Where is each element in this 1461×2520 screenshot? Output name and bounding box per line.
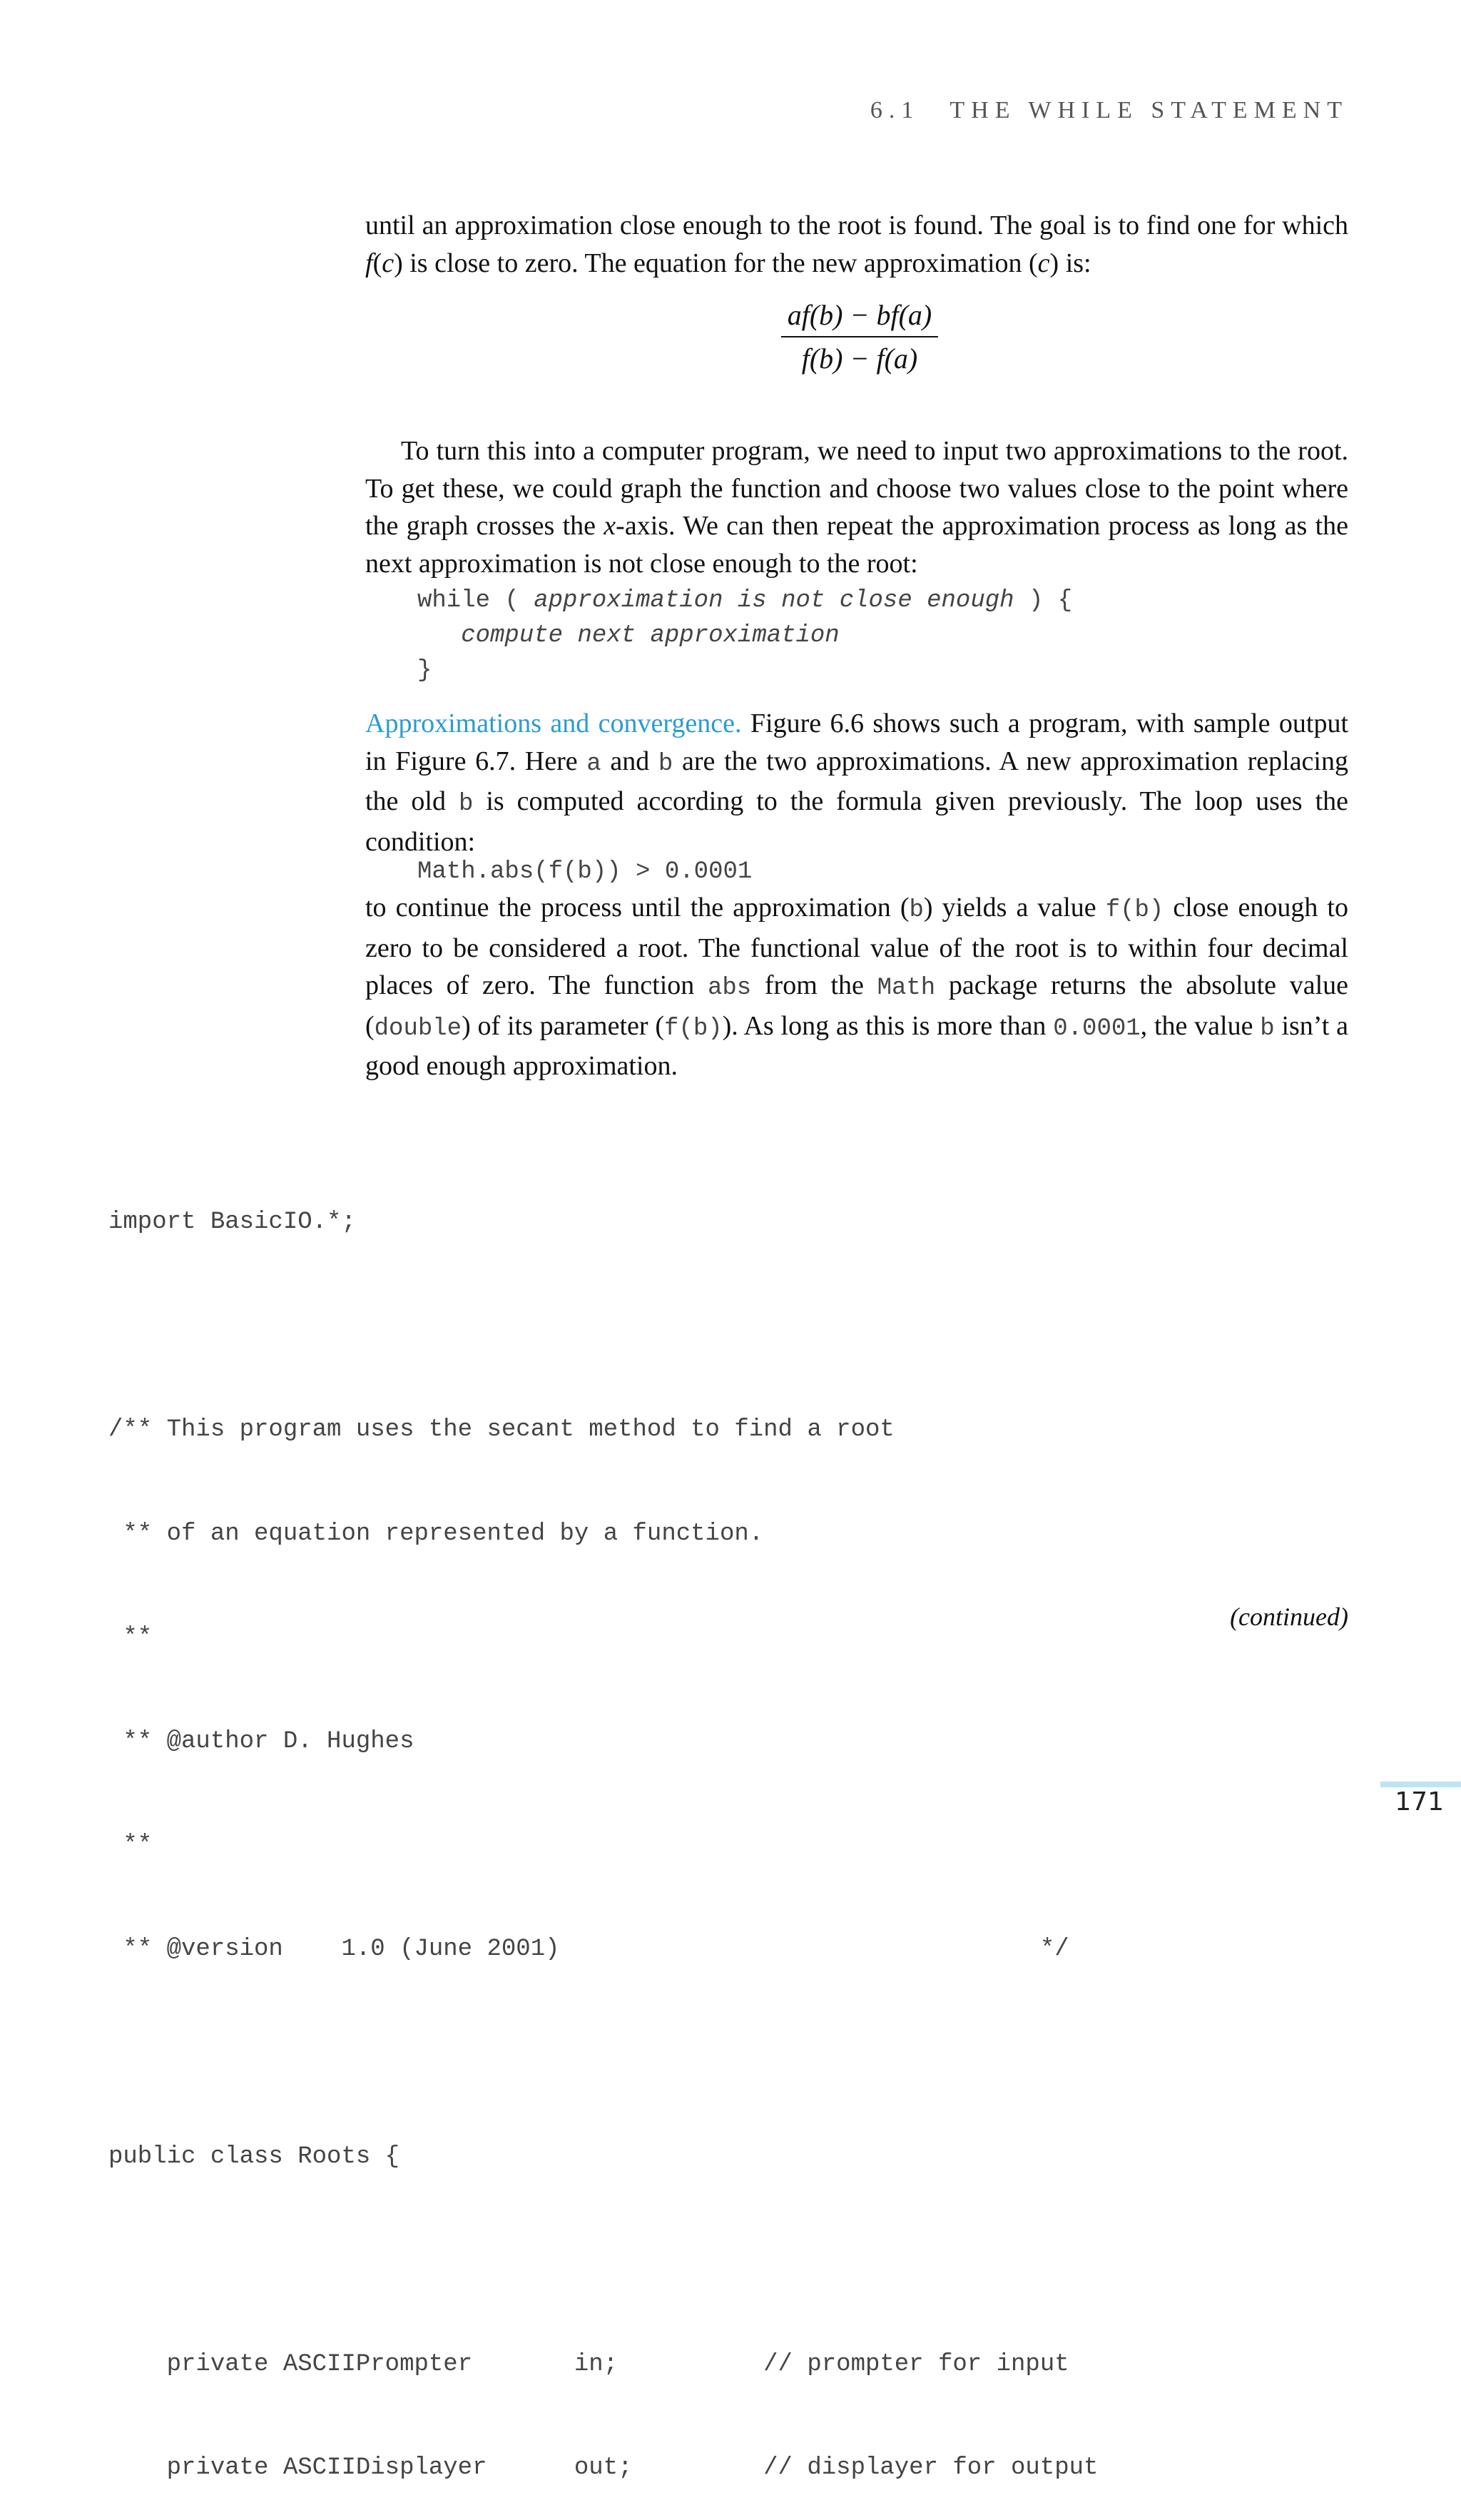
text-run: is computed according to the formula given previously. The loop uses the condition:	[365, 786, 1348, 857]
secant-formula	[781, 298, 938, 375]
math-x: x	[604, 511, 616, 541]
code-text: }	[417, 657, 432, 684]
text-run: close enough to zero to be considered a root. The functional value of the root is to within four decimal places of zero. The function	[365, 893, 1348, 1000]
code-line: private ASCIIDisplayer out; // displayer for output	[108, 2454, 1099, 2481]
text-run: and	[601, 746, 658, 776]
code-fb: f(b)	[664, 1015, 723, 1042]
math-f: f	[365, 248, 373, 278]
text-run: is close to zero. The equation for the new approximation (	[402, 248, 1038, 278]
text-run: (	[372, 248, 382, 278]
formula-numerator: af(b) − bf(a)	[781, 298, 938, 337]
text-run: isn’t a good enough approximation.	[365, 1010, 1348, 1081]
code-line: **	[108, 1624, 153, 1651]
paragraph-program	[365, 432, 1348, 582]
text-run: are the two approximations. A new approximation replacing the old	[365, 746, 1348, 816]
program-listing	[108, 1136, 1098, 2520]
math-c: c	[1037, 248, 1050, 278]
text-run: from the	[751, 970, 877, 1000]
code-line: import BasicIO.*;	[108, 1209, 356, 1236]
code-line	[108, 2036, 1098, 2071]
page-number-rule	[1380, 1782, 1461, 1787]
text-run: To turn this into a computer program, we need to input two approximations to the root. To get these, we could graph the function and choose two values close to the point where the graph crosses the	[365, 436, 1348, 541]
section-number: 6.1	[870, 97, 920, 123]
text-run: ) is:	[1049, 248, 1091, 278]
code-abs: abs	[707, 975, 752, 1002]
paragraph-convergence	[365, 705, 1348, 860]
formula-denominator: f(b) − f(a)	[801, 342, 918, 375]
code-line: /** This program uses the secant method to find a root	[108, 1416, 895, 1443]
continued-label: (continued)	[1230, 1602, 1348, 1631]
code-line	[108, 2243, 1098, 2278]
text-run: )	[394, 248, 403, 278]
pseudocode-block	[417, 584, 1072, 689]
code-threshold: 0.0001	[1053, 1015, 1141, 1042]
section-title: THE WHILE STATEMENT	[950, 97, 1348, 123]
code-math: Math	[877, 975, 936, 1002]
code-b: b	[1260, 1015, 1275, 1042]
code-line	[108, 1309, 1098, 1344]
text-run: package returns the absolute value (	[365, 970, 1348, 1041]
pseudo-body: compute next approximation	[461, 622, 840, 649]
text-run: ) of its parameter (	[462, 1010, 665, 1041]
math-c: c	[382, 248, 394, 278]
text-run: -axis. We can then repeat the approximation process as long as the next approximation is not close enough to the root:	[365, 511, 1348, 579]
condition-code: Math.abs(f(b)) > 0.0001	[417, 858, 753, 885]
text-run: Figure 6.6 shows such a program, with sample output in Figure 6.7. Here	[365, 708, 1348, 776]
text-run: until an approximation close enough to the root is found. The goal is to find one for which	[365, 210, 1348, 240]
page-number: 171	[1395, 1787, 1444, 1817]
text-run: ). As long as this is more than	[722, 1010, 1054, 1041]
code-line: **	[108, 1831, 153, 1859]
code-line: ** @author D. Hughes	[108, 1727, 414, 1755]
code-line: ** @version 1.0 (June 2001) */	[108, 1935, 1069, 1963]
code-line: private ASCIIPrompter in; // prompter for input	[108, 2350, 1069, 2378]
paragraph-intro	[365, 207, 1348, 282]
code-b: b	[458, 791, 474, 818]
paragraph-condition	[365, 889, 1348, 1085]
text-run: to continue the process until the approximation (	[365, 893, 910, 923]
code-line: ** of an equation represented by a function.	[108, 1520, 764, 1548]
code-text: while (	[417, 587, 534, 614]
text-run: ) yields a value	[923, 893, 1106, 923]
code-text: ) {	[1014, 587, 1073, 614]
run-in-heading: Approximations and convergence.	[365, 708, 742, 738]
running-head	[870, 97, 1348, 124]
code-double: double	[374, 1015, 462, 1042]
code-line: public class Roots {	[108, 2143, 400, 2170]
code-b: b	[909, 897, 924, 924]
code-fb: f(b)	[1105, 897, 1164, 924]
text-run: , the value	[1140, 1010, 1261, 1041]
code-b: b	[658, 750, 673, 778]
pseudo-condition: approximation is not close enough	[534, 587, 1014, 614]
code-a: a	[586, 750, 601, 778]
